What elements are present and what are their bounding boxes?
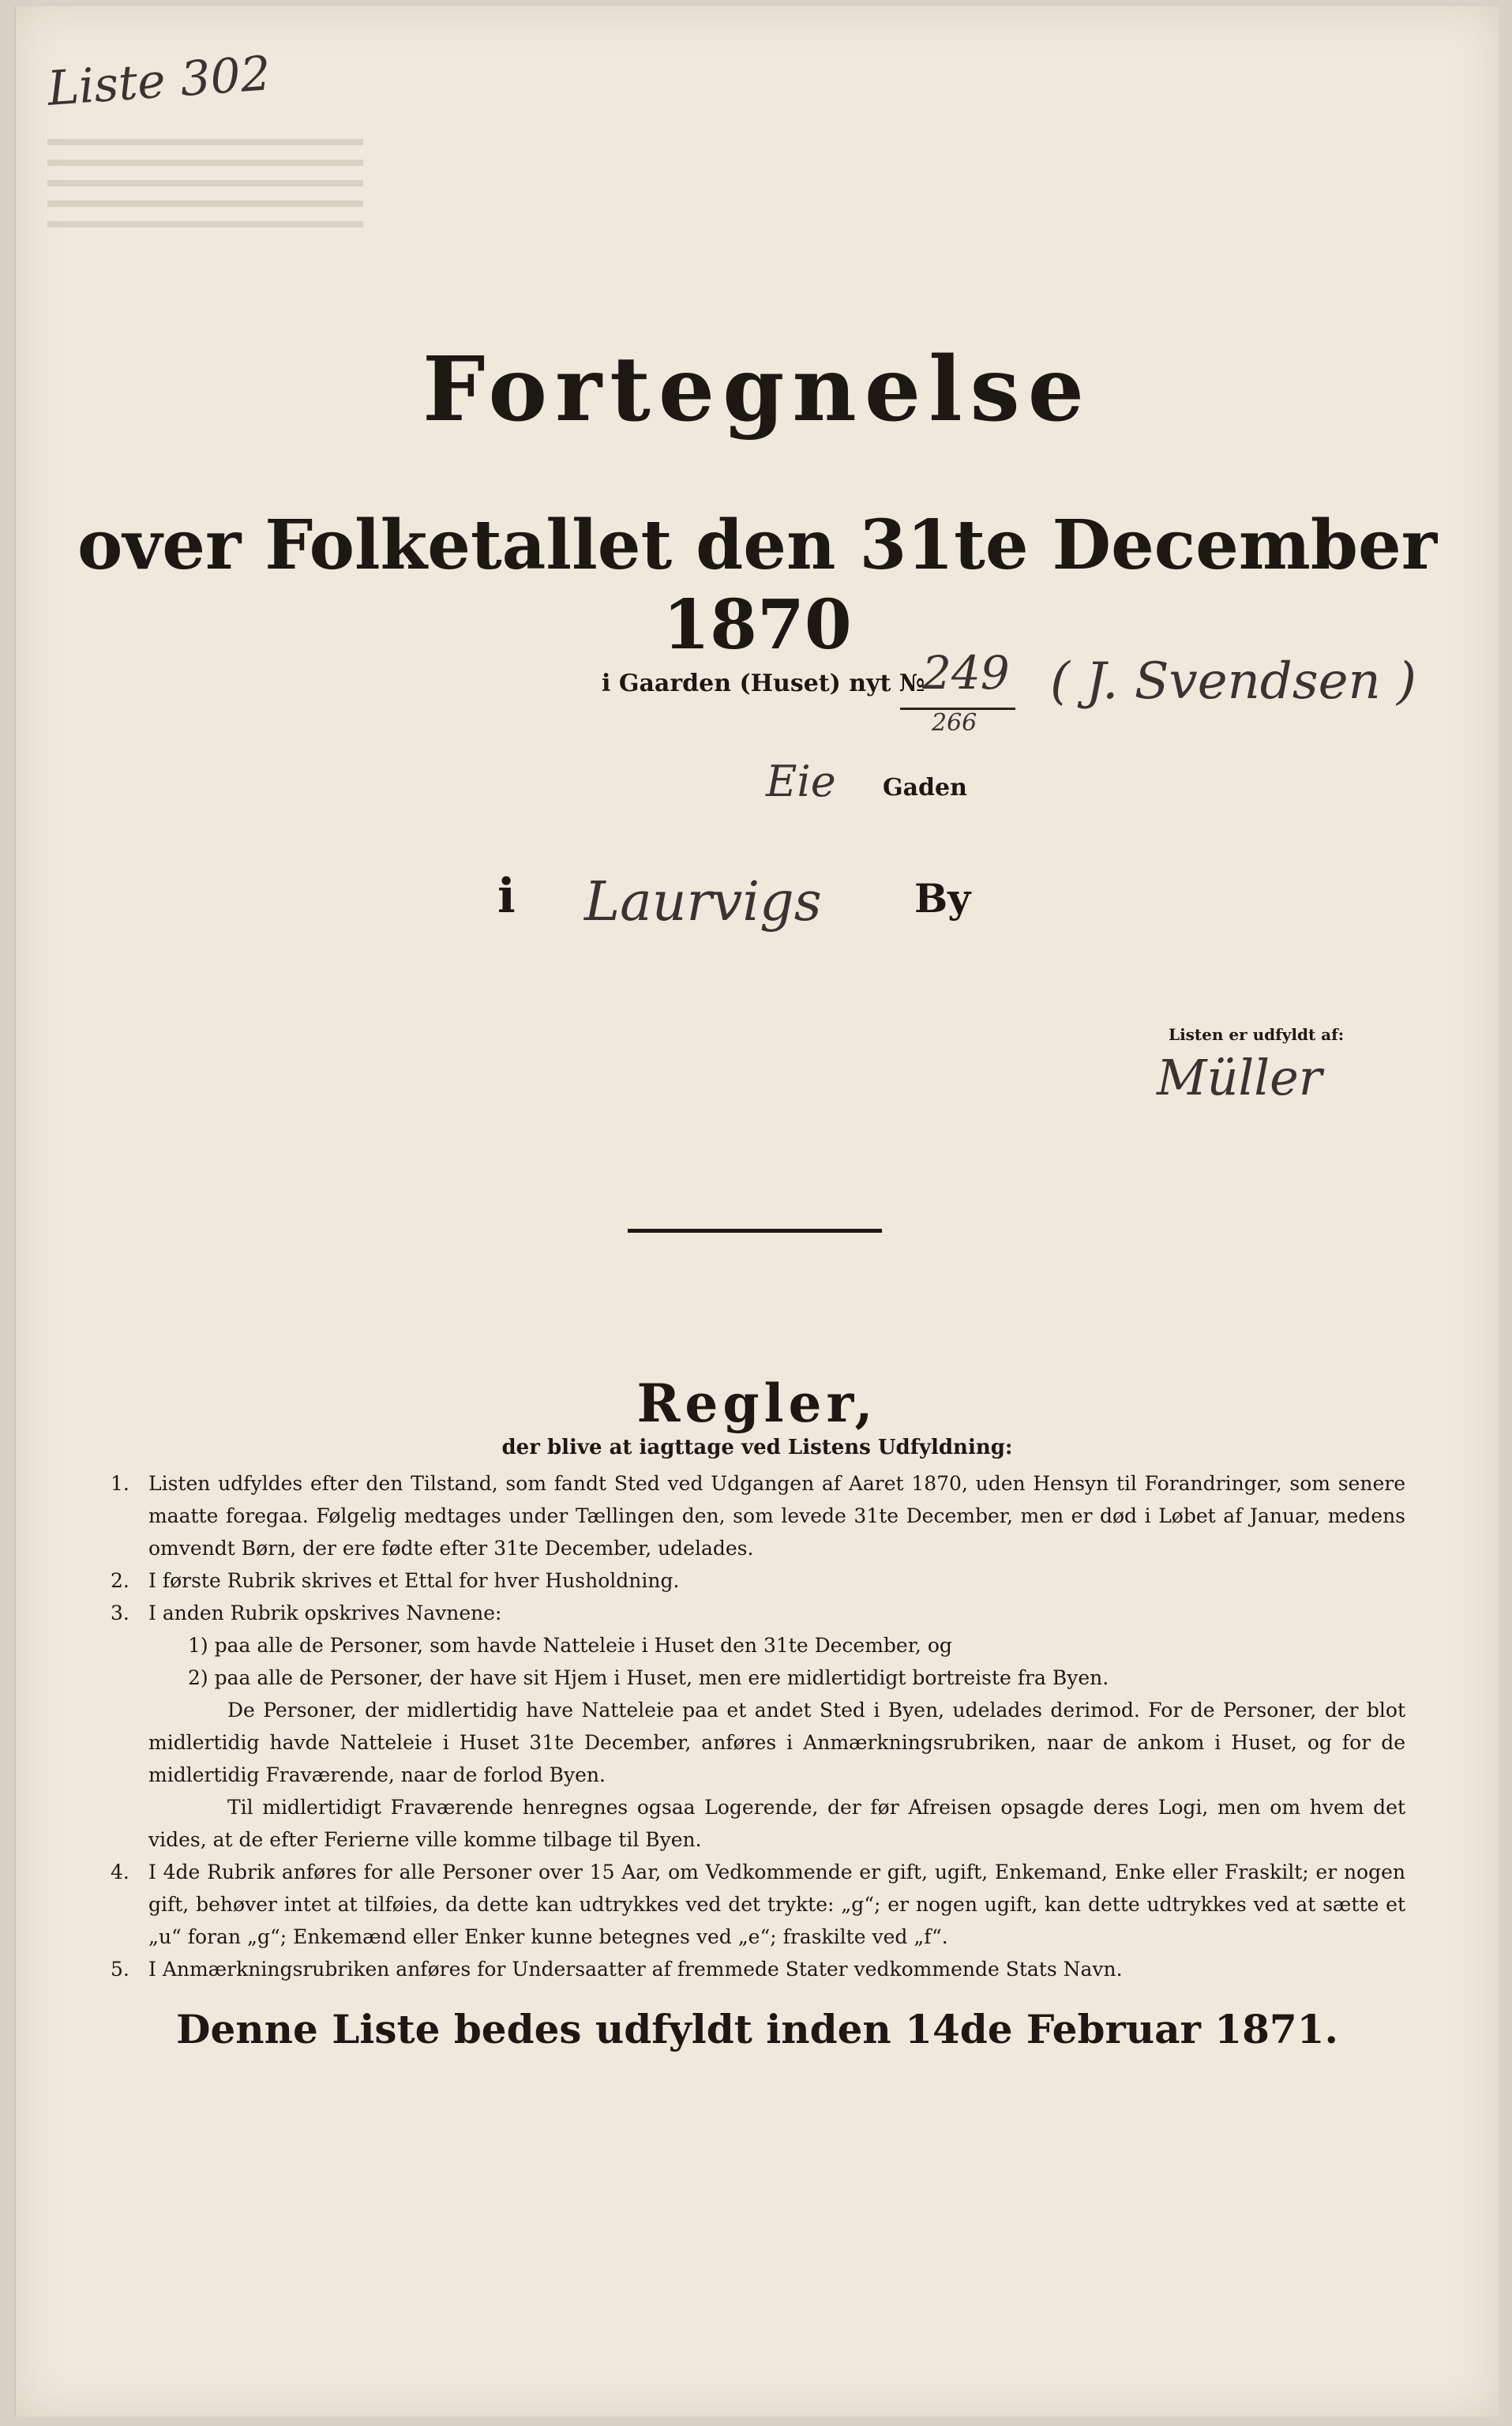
rule-number: 2. [111,1569,129,1592]
street-label: Gaden [883,774,967,802]
rule-3 [111,1597,1405,1629]
rule-text: I første Rubrik skrives et Ettal for hver Husholdning. [148,1569,680,1592]
rules-list [111,1467,1405,1985]
divider-rule [628,1229,882,1233]
rule-1 [111,1467,1405,1564]
rule-text: Listen udfyldes efter den Tilstand, som fandt Sted ved Udgangen af Aaret 1870, uden Hensyn til Forandringer, som senere maatte foregaa. Følgelig medtages under Tællingen den, som levede 31te December, men er død i Løbet af Januar, medens omvendt Børn, der ere fødte efter 31te December, udelades. [148,1472,1405,1560]
address-old-number: 266 [932,709,977,737]
filled-by-label: Listen er udfyldt af: [1169,1025,1345,1044]
rule-3-item-2: 2) paa alle de Personer, der have sit Hjem i Huset, men ere midlertidigt bortreiste fra Byen. [188,1666,1109,1689]
form-title: Fortegnelse [422,338,1092,441]
rule-3-paragraph-1: De Personer, der midlertidig have Natteleie paa et andet Sted i Byen, udelades derimod. For de Personer, der blot midlertidig havde Natteleie i Huset 31te December, anføres i Anmærkningsrubriken, naar de ankom i Huset, og for de midlertidig Fraværende, naar de forlod Byen. [148,1699,1405,1786]
street-name: Eie [766,757,836,806]
form-subtitle: over Folketallet den 31te December 1870 [77,505,1438,665]
owner-name: ( J. Svendsen ) [1050,652,1416,711]
rule-number: 1. [111,1472,129,1495]
rule-3-paragraph-2: Til midlertidigt Fraværende henregnes ogsaa Logerende, der før Afreisen opsagde deres Logi, men om hvem det vides, at de efter Ferierne ville komme tilbage til Byen. [148,1796,1405,1851]
rule-3-item-1: 1) paa alle de Personer, som havde Natteleie i Huset den 31te December, og [188,1634,952,1657]
rule-text: I 4de Rubrik anføres for alle Personer over 15 Aar, om Vedkommende er gift, ugift, Enkemand, Enke eller Fraskilt; er nogen gift, behøver intet at tilføies, da dette kan udtrykkes ved det trykte: „g“; er nogen ugift, kan dette udtrykkes ved at sætte et „u“ foran „g“; Enkemænd eller Enker kunne betegnes ved „e“; fraskilte ved „f“. [148,1861,1405,1948]
rule-text: I Anmærkningsrubriken anføres for Undersaatter af fremmede Stater vedkommende Stats Navn. [148,1958,1123,1981]
town-name: Laurvigs [584,871,822,933]
signature: Müller [1157,1049,1323,1106]
town-suffix: By [914,875,971,922]
deadline-notice: Denne Liste bedes udfyldt inden 14de Februar 1871. [176,2006,1338,2052]
town-prefix: i [497,869,516,924]
address-number: 249 [922,646,1010,700]
margin-note: Liste 302 [45,46,273,117]
rule-number: 3. [111,1602,129,1624]
rules-subheading: der blive at iagttage ved Listens Udfyldning: [501,1436,1013,1459]
rule-number: 5. [111,1958,129,1981]
rule-4 [111,1856,1405,1953]
rules-heading: Regler, [636,1373,878,1434]
rule-number: 4. [111,1861,129,1883]
address-label: i Gaarden (Huset) nyt № [602,670,925,697]
census-form-page [14,6,1499,2417]
bleed-through-text [47,125,363,242]
rule-text: I anden Rubrik opskrives Navnene: [148,1602,502,1624]
rule-2 [111,1564,1405,1597]
rule-5 [111,1953,1405,1985]
